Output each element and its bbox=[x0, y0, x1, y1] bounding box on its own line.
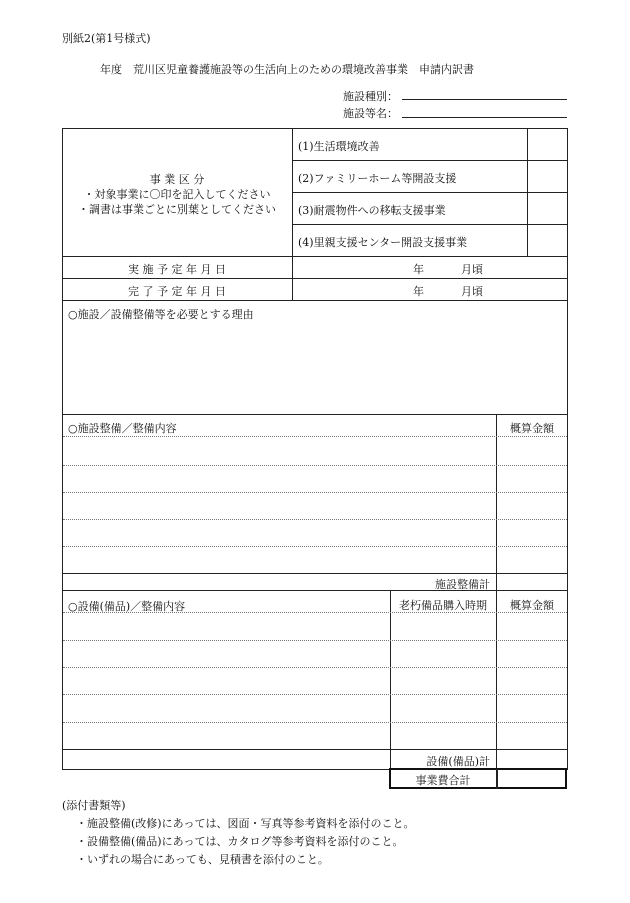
category-option-1: (1)生活環境改善 bbox=[298, 140, 380, 153]
equipment-heading: ○設備(備品)／整備内容 bbox=[68, 600, 186, 613]
start-date-field[interactable] bbox=[293, 257, 567, 278]
equipment-total-label: 設備(備品)計 bbox=[426, 755, 490, 768]
business-category-heading: 事 業 区 分 bbox=[149, 173, 205, 186]
attachments-heading: (添付書類等) bbox=[62, 799, 126, 812]
start-date-label: 実 施 予 定 年 月 日 bbox=[128, 263, 226, 276]
end-date-field[interactable] bbox=[293, 279, 567, 300]
grand-total-label: 事業費合計 bbox=[415, 774, 471, 787]
category-option-2: (2)ファミリーホーム等開設支援 bbox=[298, 172, 457, 185]
attachment-item: ・いずれの場合にあっても、見積書を添付のこと。 bbox=[76, 853, 329, 866]
end-month-unit: 月頃 bbox=[461, 285, 483, 298]
category-mark-cell-3[interactable] bbox=[528, 193, 567, 224]
end-date-label: 完 了 予 定 年 月 日 bbox=[128, 285, 226, 298]
facility-heading: ○施設整備／整備内容 bbox=[68, 422, 177, 435]
category-option-4: (4)里親支援センター開設支援事業 bbox=[298, 236, 468, 249]
facility-amount-header: 概算金額 bbox=[510, 422, 554, 435]
business-category-note: ・調書は事業ごとに別葉としてください bbox=[78, 203, 276, 216]
reason-heading: ○施設／設備整備等を必要とする理由 bbox=[68, 308, 254, 321]
category-mark-cell-2[interactable] bbox=[528, 161, 567, 192]
equipment-amount-header: 概算金額 bbox=[510, 599, 554, 612]
category-option-3: (3)耐震物件への移転支援事業 bbox=[298, 204, 446, 217]
end-year-unit: 年 bbox=[413, 285, 424, 298]
facility-name-label: 施設等名： bbox=[343, 107, 398, 120]
category-mark-cell-1[interactable] bbox=[528, 129, 567, 160]
attachment-item: ・設備整備(備品)にあっては、カタログ等参考資料を添付のこと。 bbox=[76, 835, 404, 848]
facility-name-field[interactable] bbox=[402, 117, 567, 118]
facility-total-label: 施設整備計 bbox=[435, 578, 490, 591]
reason-field[interactable] bbox=[63, 322, 567, 414]
start-year-unit: 年 bbox=[413, 263, 424, 276]
facility-type-field[interactable] bbox=[402, 99, 567, 100]
form-title: 年度 荒川区児童養護施設等の生活向上のための環境改善事業 申請内訳書 bbox=[100, 63, 474, 76]
facility-type-label: 施設種別： bbox=[343, 90, 398, 103]
attachment-item: ・施設整備(改修)にあっては、図面・写真等参考資料を添付のこと。 bbox=[76, 817, 415, 830]
start-month-unit: 月頃 bbox=[461, 263, 483, 276]
business-category-note: ・対象事業に〇印を記入してください bbox=[83, 188, 271, 201]
form-number: 別紙2(第1号様式) bbox=[62, 32, 151, 45]
equipment-period-header: 老朽備品購入時期 bbox=[399, 599, 487, 612]
category-mark-cell-4[interactable] bbox=[528, 225, 567, 256]
